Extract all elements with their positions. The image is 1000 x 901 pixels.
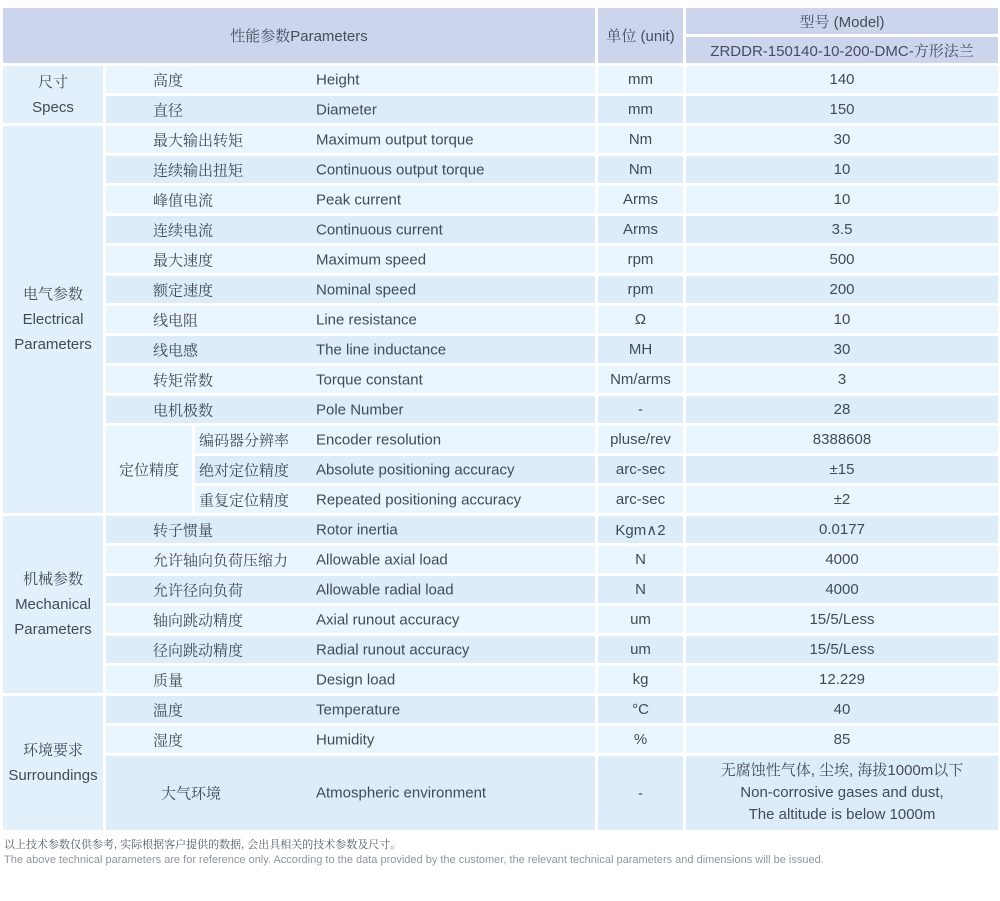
- group-surroundings-en: Surroundings: [8, 767, 98, 784]
- param-cn: 绝对定位精度: [199, 462, 290, 479]
- param-cn: 编码器分辨率: [199, 432, 290, 449]
- unit-cell: mm: [598, 96, 683, 123]
- param-cn: 直径: [153, 102, 184, 119]
- value-cell: 0.0177: [686, 516, 998, 543]
- param-label-cell: [106, 126, 595, 153]
- unit-cell: rpm: [598, 276, 683, 303]
- value-line: 无腐蚀性气体, 尘埃, 海拔1000m以下: [720, 762, 964, 779]
- header-parameters: 性能参数Parameters: [3, 8, 595, 63]
- param-label-cell: [106, 396, 595, 423]
- param-label-cell: [106, 246, 595, 273]
- value-cell: 150: [686, 96, 998, 123]
- value-cell: 4000: [686, 576, 998, 603]
- group-surroundings-cn: 环境要求: [22, 742, 83, 759]
- param-label-cell: [106, 186, 595, 213]
- unit-cell: Nm/arms: [598, 366, 683, 393]
- param-cn: 额定速度: [153, 282, 214, 299]
- param-label-cell: [106, 306, 595, 333]
- param-cn: 湿度: [153, 732, 184, 749]
- param-en: Atmospheric environment: [316, 784, 487, 802]
- param-cn: 允许轴向负荷压缩力: [153, 552, 289, 569]
- param-en: Repeated positioning accuracy: [316, 491, 522, 508]
- param-en: Line resistance: [316, 311, 417, 328]
- unit-cell: um: [598, 606, 683, 633]
- group-electrical-cn: 电气参数: [22, 286, 83, 303]
- unit-cell: arc-sec: [598, 486, 683, 513]
- value-cell: 30: [686, 336, 998, 363]
- param-cn: 连续输出扭矩: [153, 162, 244, 179]
- unit-cell: rpm: [598, 246, 683, 273]
- param-en: Pole Number: [316, 401, 404, 418]
- positioning-accuracy-label: 定位精度: [106, 426, 192, 513]
- param-cn: 大气环境: [160, 785, 221, 803]
- param-label-cell: [106, 636, 595, 663]
- param-en: The line inductance: [316, 341, 447, 358]
- param-en: Peak current: [316, 191, 402, 208]
- group-electrical: [3, 126, 103, 513]
- unit-cell: °C: [598, 696, 683, 723]
- param-en: Rotor inertia: [316, 521, 398, 538]
- param-en: Nominal speed: [316, 281, 417, 298]
- param-label-cell: [106, 96, 595, 123]
- param-label-cell: [106, 606, 595, 633]
- value-cell: [686, 756, 998, 830]
- param-en: Allowable radial load: [316, 581, 454, 598]
- unit-cell: arc-sec: [598, 456, 683, 483]
- param-en: Maximum output torque: [316, 131, 474, 148]
- unit-cell: um: [598, 636, 683, 663]
- unit-cell: %: [598, 726, 683, 753]
- unit-cell: pluse/rev: [598, 426, 683, 453]
- param-en: Torque constant: [316, 371, 423, 388]
- param-en: Continuous current: [316, 221, 443, 238]
- param-cn: 线电阻: [153, 312, 199, 329]
- value-cell: ±15: [686, 456, 998, 483]
- param-label-cell: [106, 756, 595, 830]
- param-en: Height: [316, 71, 360, 88]
- value-cell: 4000: [686, 546, 998, 573]
- group-mechanical-en: Mechanical Parameters: [14, 596, 92, 638]
- param-cn: 轴向跳动精度: [153, 612, 244, 629]
- value-cell: 12.229: [686, 666, 998, 693]
- value-cell: 10: [686, 306, 998, 333]
- param-cn: 最大输出转矩: [153, 132, 244, 149]
- value-cell: 28: [686, 396, 998, 423]
- group-surroundings: [3, 696, 103, 830]
- value-cell: 40: [686, 696, 998, 723]
- unit-cell: kg: [598, 666, 683, 693]
- value-line: The altitude is below 1000m: [748, 806, 936, 823]
- param-cn: 转矩常数: [153, 372, 214, 389]
- param-label-cell: [106, 546, 595, 573]
- param-cn: 径向跳动精度: [153, 642, 244, 659]
- value-cell: 30: [686, 126, 998, 153]
- header-model-value: ZRDDR-150140-10-200-DMC-方形法兰: [686, 37, 998, 63]
- param-label-cell: [106, 216, 595, 243]
- value-cell: 85: [686, 726, 998, 753]
- unit-cell: Nm: [598, 126, 683, 153]
- param-label-cell: [195, 456, 595, 483]
- value-cell: 15/5/Less: [686, 606, 998, 633]
- unit-cell: Kgm∧2: [598, 516, 683, 543]
- param-en: Temperature: [316, 701, 401, 718]
- value-cell: 140: [686, 66, 998, 93]
- param-label-cell: [106, 156, 595, 183]
- unit-cell: -: [598, 396, 683, 423]
- param-en: Maximum speed: [316, 251, 427, 268]
- param-cn: 高度: [153, 72, 184, 89]
- param-cn: 质量: [153, 672, 184, 689]
- unit-cell: N: [598, 546, 683, 573]
- param-label-cell: [106, 726, 595, 753]
- param-en: Design load: [316, 671, 396, 688]
- value-cell: 10: [686, 186, 998, 213]
- group-electrical-en: Electrical Parameters: [14, 311, 92, 353]
- param-cn: 线电感: [153, 342, 199, 359]
- param-en: Radial runout accuracy: [316, 641, 470, 658]
- unit-cell: Arms: [598, 216, 683, 243]
- footnote-en: The above technical parameters are for reference only. According to the data provided by the customer, the relevant technical parameters and dimensions will be issued.: [4, 854, 824, 866]
- value-cell: 10: [686, 156, 998, 183]
- group-mechanical-cn: 机械参数: [22, 571, 83, 588]
- param-cn: 温度: [153, 702, 184, 719]
- param-cn: 允许径向负荷: [153, 582, 244, 599]
- param-cn: 重复定位精度: [199, 492, 290, 509]
- param-label-cell: [106, 516, 595, 543]
- param-cn: 电机极数: [153, 402, 214, 419]
- footnotes: [4, 837, 1000, 868]
- unit-cell: MH: [598, 336, 683, 363]
- value-cell: 200: [686, 276, 998, 303]
- header-unit: 单位 (unit): [598, 8, 683, 63]
- param-en: Continuous output torque: [316, 161, 485, 178]
- value-cell: ±2: [686, 486, 998, 513]
- param-en: Allowable axial load: [316, 551, 448, 568]
- param-en: Diameter: [316, 101, 377, 118]
- param-label-cell: [195, 426, 595, 453]
- param-cn: 峰值电流: [153, 192, 214, 209]
- param-cn: 转子惯量: [153, 522, 214, 539]
- unit-cell: N: [598, 576, 683, 603]
- param-label-cell: [106, 696, 595, 723]
- value-line: Non-corrosive gases and dust,: [740, 784, 944, 801]
- group-specs-en: Specs: [32, 98, 74, 116]
- value-cell: 500: [686, 246, 998, 273]
- param-en: Axial runout accuracy: [316, 611, 460, 628]
- unit-cell: -: [598, 756, 683, 830]
- param-label-cell: [106, 66, 595, 93]
- unit-cell: mm: [598, 66, 683, 93]
- param-cn: 最大速度: [153, 252, 214, 269]
- param-label-cell: [106, 576, 595, 603]
- value-cell: 3: [686, 366, 998, 393]
- unit-cell: Ω: [598, 306, 683, 333]
- unit-cell: Arms: [598, 186, 683, 213]
- footnote-cn: 以上技术参数仅供参考, 实际根据客户提供的数据, 会出具相关的技术参数及尺寸。: [4, 839, 402, 851]
- param-en: Humidity: [316, 731, 375, 748]
- param-label-cell: [106, 276, 595, 303]
- value-cell: 3.5: [686, 216, 998, 243]
- param-label-cell: [106, 666, 595, 693]
- param-label-cell: [195, 486, 595, 513]
- param-en: Encoder resolution: [316, 431, 442, 448]
- group-mechanical: [3, 516, 103, 693]
- group-specs: [3, 66, 103, 123]
- param-en: Absolute positioning accuracy: [316, 461, 515, 478]
- spec-table: [3, 8, 998, 830]
- header-model: 型号 (Model): [686, 8, 998, 34]
- param-cn: 连续电流: [153, 222, 214, 239]
- unit-cell: Nm: [598, 156, 683, 183]
- param-label-cell: [106, 336, 595, 363]
- value-cell: 15/5/Less: [686, 636, 998, 663]
- value-cell: 8388608: [686, 426, 998, 453]
- param-label-cell: [106, 366, 595, 393]
- group-specs-cn: 尺寸: [37, 73, 68, 91]
